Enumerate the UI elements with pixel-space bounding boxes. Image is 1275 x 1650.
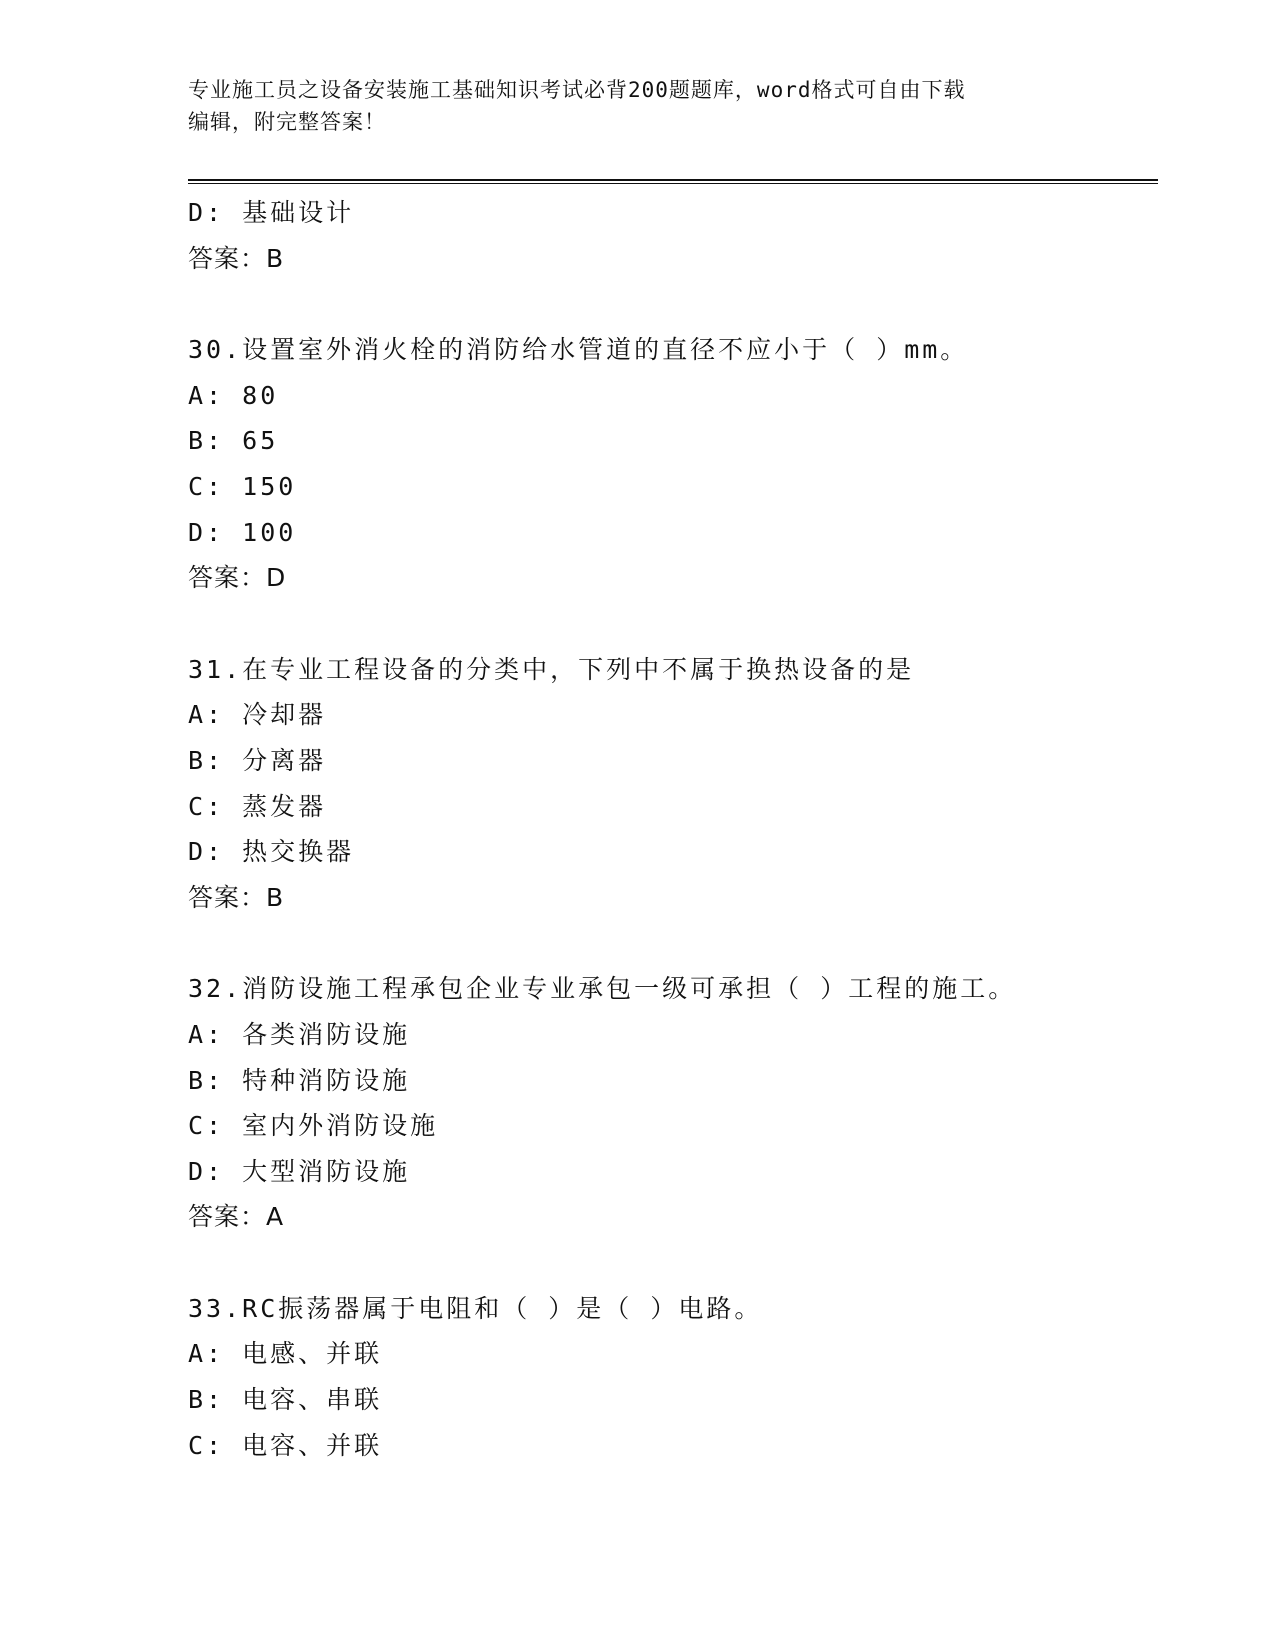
page-header xyxy=(188,74,1088,138)
option-b: B: 特种消防设施 xyxy=(188,1065,411,1095)
option-c: C: 电容、并联 xyxy=(188,1430,383,1460)
question-31 xyxy=(188,647,1158,921)
option-b: B: 65 xyxy=(188,426,279,456)
question-text: 30.设置室外消火栓的消防给水管道的直径不应小于（ ）mm。 xyxy=(188,335,969,365)
option-c: C: 蒸发器 xyxy=(188,791,327,821)
question-text: 33.RC振荡器属于电阻和（ ）是（ ）电路。 xyxy=(188,1293,763,1323)
header-divider xyxy=(188,179,1158,184)
option-b: B: 分离器 xyxy=(188,745,327,775)
answer: 答案：A xyxy=(188,1202,285,1232)
option-d: D: 热交换器 xyxy=(188,837,355,867)
header-title-line-1: 专业施工员之设备安装施工基础知识考试必背200题题库，word格式可自由下载 xyxy=(188,78,966,102)
option-a: A: 电感、并联 xyxy=(188,1339,383,1369)
answer: 答案：B xyxy=(188,882,285,912)
question-list xyxy=(188,190,1158,1468)
question-text: 31.在专业工程设备的分类中，下列中不属于换热设备的是 xyxy=(188,654,915,684)
option-c: C: 150 xyxy=(188,471,297,501)
answer: 答案：B xyxy=(188,243,285,273)
question-30 xyxy=(188,327,1158,601)
option-c: C: 室内外消防设施 xyxy=(188,1111,439,1141)
option-d: D: 100 xyxy=(188,517,297,547)
question-32 xyxy=(188,966,1158,1240)
option-a: A: 80 xyxy=(188,380,279,410)
option-a: A: 各类消防设施 xyxy=(188,1019,411,1049)
option-b: B: 电容、串联 xyxy=(188,1385,383,1415)
question-fragment xyxy=(188,190,1158,281)
option-a: A: 冷却器 xyxy=(188,700,327,730)
option-d: D: 大型消防设施 xyxy=(188,1156,411,1186)
question-33 xyxy=(188,1286,1158,1468)
answer: 答案：D xyxy=(188,563,287,593)
option-d: D: 基础设计 xyxy=(188,198,355,227)
question-text: 32.消防设施工程承包企业专业承包一级可承担（ ）工程的施工。 xyxy=(188,974,1017,1004)
header-title-line-2: 编辑，附完整答案！ xyxy=(188,110,386,134)
